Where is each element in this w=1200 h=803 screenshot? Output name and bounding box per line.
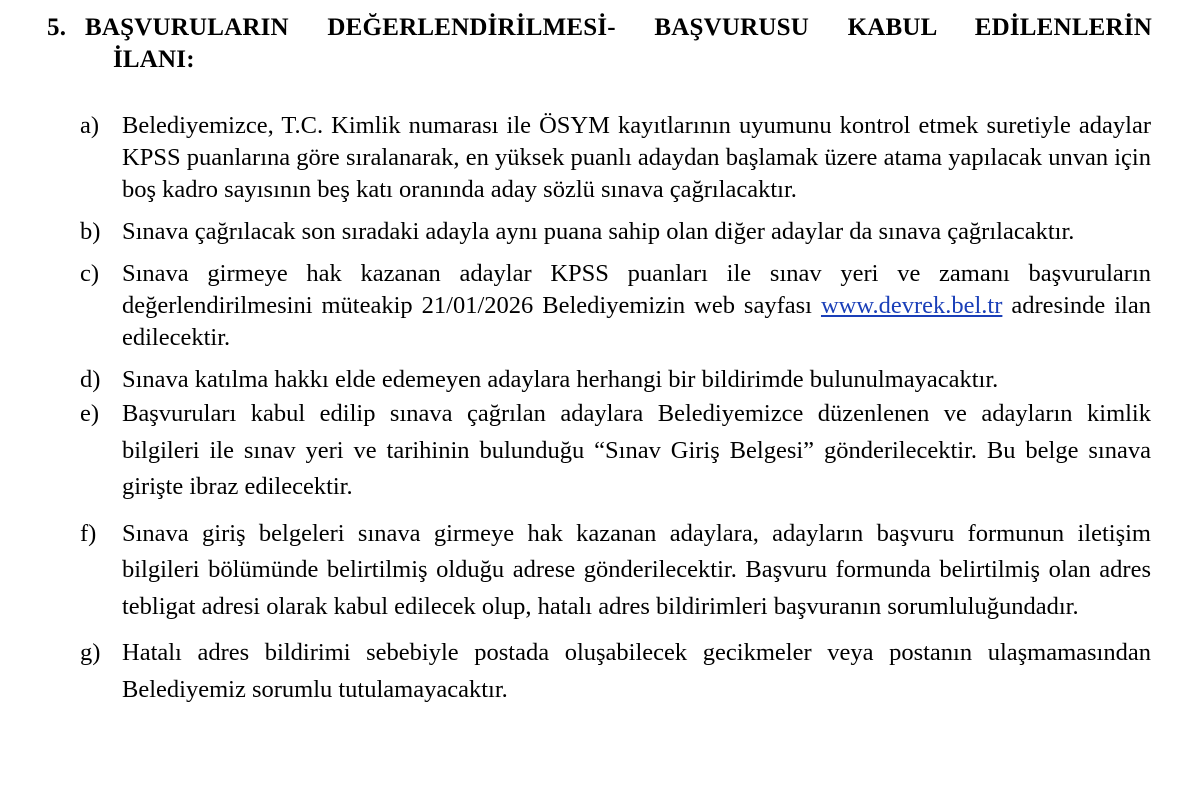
section-heading bbox=[0, 12, 1200, 76]
item-list bbox=[0, 110, 1200, 708]
item-text-before-link: Sınava girmeye hak kazanan adaylar KPSS puanları ile sınav yeri ve zamanı başvuruların değerlendirilmesini müteakip 21/01/2026 Belediyemizin web sayfası bbox=[122, 260, 1151, 319]
item-text: Belediyemizce, T.C. Kimlik numarası ile ÖSYM kayıtlarının uyumunu kontrol etmek suretiyle adaylar KPSS puanlarına göre sıralanarak, en yüksek puanlı adaydan başlamak üzere atama yapılacak unvan için boş kadro sayısının beş katı oranında aday sözlü sınava çağrılacaktır. bbox=[122, 112, 1151, 203]
item-label: e) bbox=[80, 400, 100, 427]
item-label: b) bbox=[80, 218, 101, 245]
section-title bbox=[85, 12, 1152, 76]
item-text-after-link: adresinde ilan edilecektir. bbox=[122, 292, 1151, 351]
list-item-f bbox=[0, 516, 1200, 626]
item-text: Sınava katılma hakkı elde edemeyen adaylara herhangi bir bildirimde bulunulmayacaktır. bbox=[122, 366, 999, 393]
item-text: Sınava giriş belgeleri sınava girmeye hak kazanan adaylara, adayların başvuru formunun iletişim bilgileri bölümünde belirtilmiş olduğu adrese gönderilecektir. Başvuru formunda belirtilmiş olan adres tebligat adresi olarak kabul edilecek olup, hatalı adres bildirimleri başvuranın sorumluluğundadır. bbox=[122, 519, 1151, 620]
item-label: f) bbox=[80, 519, 97, 547]
list-item-g bbox=[0, 635, 1200, 708]
item-label: g) bbox=[80, 639, 101, 666]
section-title-line-1: BAŞVURULARIN DEĞERLENDİRİLMESİ- BAŞVURUSU KABUL EDİLENLERİN bbox=[85, 14, 1152, 41]
item-label: a) bbox=[80, 112, 100, 139]
item-label: c) bbox=[80, 260, 100, 287]
list-item-e bbox=[0, 396, 1200, 506]
section-title-line-2: İLANI: bbox=[113, 46, 195, 73]
item-text bbox=[122, 258, 1151, 354]
list-item-a bbox=[0, 110, 1200, 206]
item-text: Hatalı adres bildirimi sebebiyle postada oluşabilecek gecikmeler veya postanın ulaşmamasından Belediyemiz sorumlu tutulamayacaktır. bbox=[122, 639, 1151, 703]
item-label: d) bbox=[80, 366, 101, 393]
list-item-b bbox=[0, 216, 1200, 248]
item-text: Başvuruları kabul edilip sınava çağrılan adaylara Belediyemizce düzenlenen ve adayların kimlik bilgileri ile sınav yeri ve tarihinin bulunduğu “Sınav Giriş Belgesi” gönderilecektir. Bu belge sınava girişte ibraz edilecektir. bbox=[122, 400, 1151, 500]
item-text: Sınava çağrılacak son sıradaki adayla aynı puana sahip olan diğer adaylar da sınava çağrılacaktır. bbox=[122, 218, 1075, 245]
list-item-c bbox=[0, 258, 1200, 354]
section-number: 5. bbox=[47, 14, 67, 41]
website-link[interactable]: www.devrek.bel.tr bbox=[820, 292, 1003, 319]
list-item-d bbox=[0, 364, 1200, 396]
